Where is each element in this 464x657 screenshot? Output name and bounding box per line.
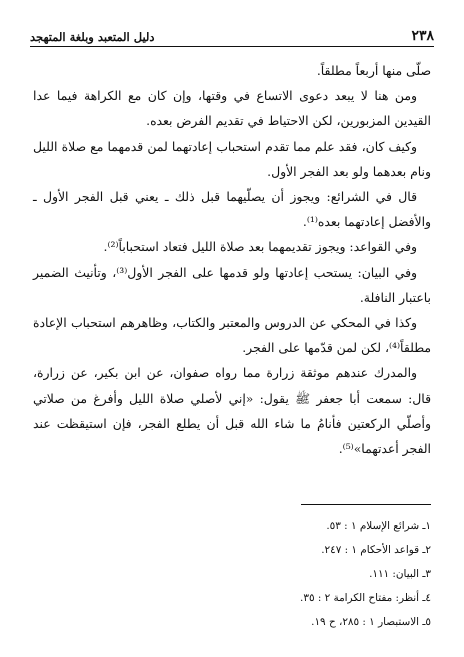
- running-title: دليل المتعبد وبلغة المتهجد: [30, 30, 155, 44]
- paragraph: وفي البيان: يستحب إعادتها ولو قدمها على الفجر الأول⁽³⁾، وتأنيث الضمير باعتبار النافلة.: [33, 264, 431, 305]
- paragraph: وكذا في المحكي عن الدروس والمعتبر والكتاب، وظاهرهم استحباب الإعادة مطلقاً⁽⁴⁾، لكن لمن قدّمها على الفجر.: [33, 315, 431, 356]
- footnote-item: ٤ـ أنظر: مفتاح الكرامة ٢ : ٣٥.: [300, 592, 431, 604]
- footnote-item: ٥ـ الاستبصار ١ : ٢٨٥، ح ١٩.: [311, 616, 431, 628]
- footnote-item: ٣ـ البيان: ١١١.: [369, 568, 431, 580]
- paragraph: صلّى منها أربعاً مطلقاً.: [316, 63, 431, 78]
- paragraph: قال في الشرائع: ويجوز أن يصلّيهما قبل ذلك ـ يعني قبل الفجر الأول ـ والأفضل إعادتهما بعده⁽¹⁾.: [33, 189, 431, 230]
- paragraph: وكيف كان، فقد علم مما تقدم استحباب إعادتهما لمن قدمهما مع صلاة الليل ونام بعدهما ولو بعد الفجر الأول.: [33, 138, 431, 179]
- page-number: ٢٣٨: [411, 28, 434, 44]
- footnote-item: ٢ـ قواعد الأحكام ١ : ٢٤٧.: [321, 544, 431, 556]
- page-header: [30, 22, 434, 47]
- footnote-separator: [301, 504, 431, 505]
- paragraph: ومن هنا لا يبعد دعوى الاتساع في وقتها، وإن كان مع الكراهة فيما عدا القيدين المزبورين، لكن الاحتياط في تقديم الفرض بعده.: [33, 88, 431, 129]
- main-text: [33, 58, 431, 461]
- footnote-item: ١ـ شرائع الإسلام ١ : ٥٣.: [326, 520, 431, 532]
- footnotes: [33, 514, 431, 634]
- paragraph: والمدرك عندهم موثقة زرارة مما رواه صفوان، عن ابن بكير، عن زرارة، قال: سمعت أبا جعفر ﷺ يقول: «إني لأصلي صلاة الليل وأفرغ من صلاتي وأصلّي الركعتين فأنامُ ما شاء الله قبل أن يطلع الفجر، فإن استيقظت عند الفجر أعدتهما»⁽⁵⁾.: [33, 365, 431, 457]
- paragraph: وفي القواعد: ويجوز تقديمهما بعد صلاة الليل فتعاد استحباباً⁽²⁾.: [103, 239, 417, 255]
